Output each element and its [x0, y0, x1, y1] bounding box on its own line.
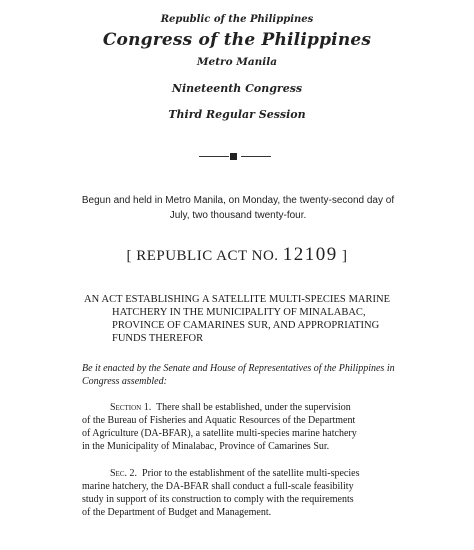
header-congress: Congress of the Philippines	[102, 30, 372, 50]
ra-suffix: ]	[342, 248, 348, 264]
header-session: Third Regular Session	[168, 108, 306, 121]
enacting-line: Congress assembled:	[82, 376, 167, 387]
section-1-line: in the Municipality of Minalabac, Province of Camarines Sur.	[82, 441, 330, 452]
ornament-divider	[199, 152, 271, 162]
ra-number: 12109	[282, 244, 338, 265]
act-title-line: PROVINCE OF CAMARINES SUR, AND APPROPRIATING	[112, 320, 380, 331]
enacting-line: Be it enacted by the Senate and House of Representatives of the Philippines in	[82, 363, 395, 374]
ra-prefix: [ REPUBLIC ACT NO.	[126, 248, 279, 264]
section-1-line: There shall be established, under the supervision	[156, 402, 351, 413]
header-city: Metro Manila	[196, 56, 278, 68]
header-congress-number: Nineteenth Congress	[171, 82, 303, 95]
act-title	[84, 293, 390, 345]
section-2-line: study in support of its construction to comply with the requirements	[82, 494, 354, 505]
section-1	[82, 401, 394, 453]
begun-statement: Begun and held in Metro Manila, on Monday, the twenty-second day of July, two thousand twenty-four.	[81, 195, 395, 221]
divider-line-left	[199, 156, 229, 157]
section-1-label: Section 1.	[110, 402, 152, 413]
section-2-line: marine hatchery, the DA-BFAR shall conduct a full-scale feasibility	[82, 481, 354, 492]
section-2-line: of the Department of Budget and Management.	[82, 507, 272, 518]
act-title-line: HATCHERY IN THE MUNICIPALITY OF MINALABAC,	[112, 307, 366, 318]
section-1-line: of the Bureau of Fisheries and Aquatic Resources of the Department	[82, 415, 356, 426]
divider-line-right	[241, 156, 271, 157]
republic-act-heading	[0, 244, 474, 266]
act-title-line: FUNDS THEREFOR	[112, 333, 204, 344]
section-2	[82, 467, 394, 519]
act-title-line: AN ACT ESTABLISHING A SATELLITE MULTI-SPECIES MARINE	[84, 294, 390, 305]
enacting-clause	[82, 362, 394, 388]
section-2-line: Prior to the establishment of the satellite multi-species	[142, 468, 360, 479]
section-2-label: Sec. 2.	[110, 468, 138, 479]
header-republic: Republic of the Philippines	[160, 14, 314, 25]
divider-square-icon	[230, 153, 237, 160]
section-1-line: of Agriculture (DA-BFAR), a satellite multi-species marine hatchery	[82, 428, 357, 439]
